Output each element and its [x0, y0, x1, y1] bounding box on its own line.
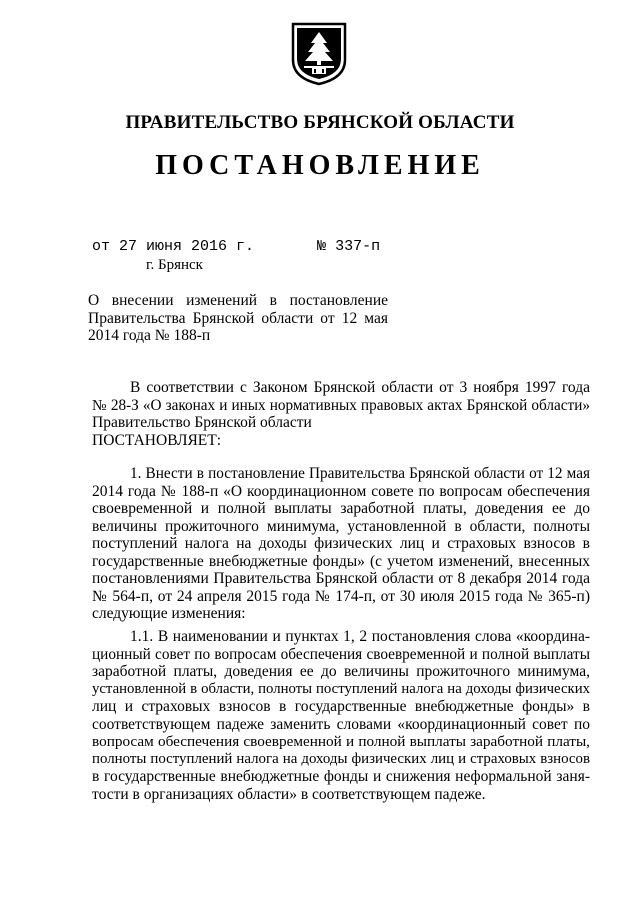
document-subject — [88, 292, 388, 345]
item-1-line: своевременной и полной выплаты заработной платы, доведения ее до — [92, 500, 590, 517]
item-1-1-line: 1.1. В наименовании и пунктах 1, 2 постановления слова «координа- — [130, 628, 590, 645]
item-1-1-line: лиц и страховых взносов в государственные внебюджетные фонды» в — [92, 698, 590, 715]
document-date: 27 июня 2016 г. — [119, 238, 255, 255]
preamble-line: В соответствии с Законом Брянской области от 3 ноября 1997 года — [130, 379, 590, 396]
number-sign: № — [317, 238, 327, 255]
item-1-line: государственные внебюджетные фонды» (с учетом изменений, внесенных — [92, 552, 590, 570]
item-1-1-line: установленной в области, полноты поступлений налога на доходы физических — [92, 680, 590, 697]
date-prefix: от — [92, 238, 111, 255]
preamble-paragraph — [92, 379, 590, 449]
item-1-1-line: в государственные внебюджетные фонды и снижения неформальной заня- — [92, 768, 590, 785]
item-1-paragraph — [92, 465, 590, 623]
item-1-line: величины прожиточного минимума, установленной в области, полноты — [92, 517, 590, 535]
bryansk-coat-of-arms-icon — [290, 22, 348, 86]
item-1-1-line: ционный совет по вопросам обеспечения своевременной и полной выплаты — [92, 645, 590, 663]
government-name: ПРАВИТЕЛЬСТВО БРЯНСКОЙ ОБЛАСТИ — [125, 112, 515, 133]
item-1-line: постановлениями Правительства Брянской области от 8 декабря 2014 года — [92, 570, 590, 587]
item-1-1-paragraph — [92, 628, 590, 803]
document-number: 337-п — [335, 238, 381, 255]
item-1-line: 2014 года № 188-п «О координационном совете по вопросам обеспечения — [92, 482, 590, 500]
subject-line: О внесении изменений в постановление — [88, 292, 388, 309]
item-1-1-line: заработной платы, доведения ее до величины прожиточного минимума, — [92, 663, 590, 680]
item-1-1-line: соответствующем падеже заменить словами «координационный совет по — [92, 715, 590, 733]
subject-line: 2014 года № 188-п — [88, 327, 211, 344]
preamble-line: № 28-З «О законах и иных нормативных правовых актах Брянской области» — [92, 396, 590, 414]
item-1-line: поступлений налога на доходы физических лиц и страховых взносов в — [92, 535, 590, 552]
item-1-line: 1. Внести в постановление Правительства Брянской области от 12 мая — [130, 465, 590, 482]
document-type-title: ПОСТАНОВЛЕНИЕ — [155, 150, 485, 181]
preamble-line: Правительство Брянской области — [92, 414, 312, 431]
date-number-line — [92, 238, 380, 255]
item-1-1-line: вопросам обеспечения своевременной и полной выплаты заработной платы, — [92, 733, 590, 750]
subject-line: Правительства Брянской области от 12 мая — [88, 309, 388, 327]
item-1-1-line: полноты поступлений налога на доходы физических лиц и страховых взносов — [92, 750, 590, 767]
item-1-line: следующие изменения: — [92, 605, 246, 622]
city: г. Брянск — [146, 257, 203, 273]
resolves-word: ПОСТАНОВЛЯЕТ: — [92, 431, 222, 449]
item-1-line: № 564-п, от 24 апреля 2015 года № 174-п, от 30 июля 2015 года № 365-п) — [92, 587, 590, 605]
item-1-1-line: тости в организациях области» в соответствующем падеже. — [92, 785, 486, 803]
